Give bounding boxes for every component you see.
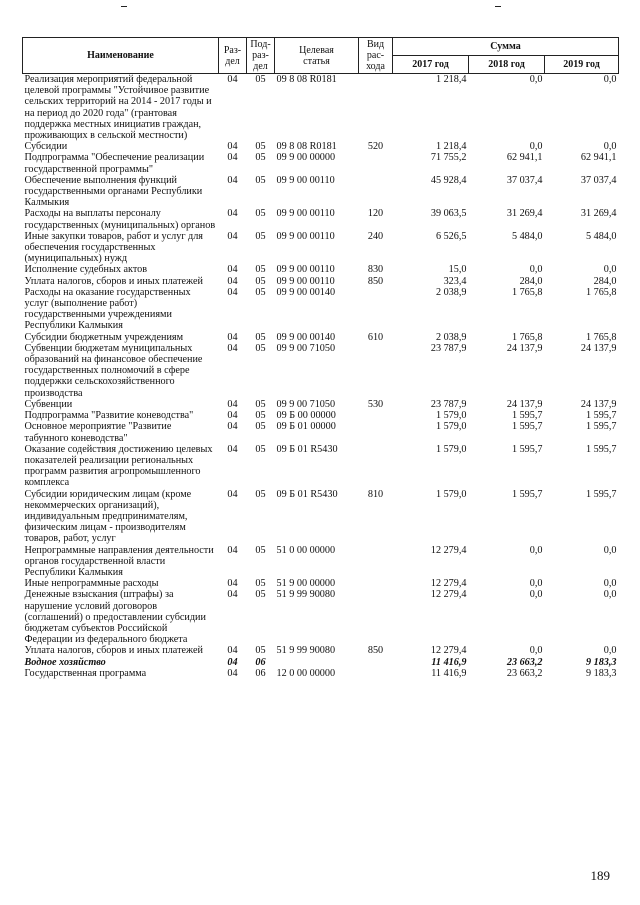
row-2019-cell: 1 765,8 [585,331,617,343]
row-razdel-cell: 04 [227,645,238,657]
row-razdel-cell: 04 [227,230,238,242]
col-2019-header: 2019 год [545,56,619,74]
top-mark-right [495,6,501,7]
row-2018-cell: 0,0 [529,264,543,276]
row-2017-cell: 323,4 [443,275,467,287]
col-2018-header: 2018 год [469,56,545,74]
row-podrazdel-cell: 05 [255,544,266,556]
col-vid-header: Вид рас- хода [359,38,393,74]
table-row [23,399,619,410]
row-2018-cell: 0,0 [529,645,543,657]
row-razdel-cell: 04 [227,342,238,354]
row-2017-cell: 12 279,4 [430,578,467,590]
row-podrazdel-cell: 05 [255,331,266,343]
row-2018-cell: 1 765,8 [511,331,543,343]
table-row [23,668,619,679]
row-2018-cell: 23 663,2 [506,667,543,679]
row-podrazdel-cell: 06 [255,656,266,668]
row-razdel-cell: 04 [227,589,238,601]
row-2018-cell: 0,0 [529,589,543,601]
row-celevaya-cell: 51 9 00 00000 [276,578,336,590]
row-razdel-cell: 04 [227,656,238,668]
row-name-cell: Обеспечение выполнения функций государственными органами Республики Калмыкия [24,174,203,209]
row-podrazdel-cell: 05 [255,74,266,85]
row-2019-cell: 37 037,4 [580,174,617,186]
row-podrazdel-cell: 05 [255,398,266,410]
row-razdel-cell: 04 [227,275,238,287]
row-podrazdel-cell: 05 [255,410,266,422]
row-2019-cell: 0,0 [603,74,617,85]
row-podrazdel-cell: 05 [255,208,266,220]
row-vid-cell [359,74,393,142]
table-row [23,645,619,656]
table-row [23,545,619,579]
row-razdel-cell: 04 [227,443,238,455]
row-razdel-cell: 04 [227,208,238,220]
row-vid-cell: 810 [367,488,384,500]
table-row [23,332,619,343]
row-vid-cell [359,421,393,443]
row-vid-cell: 120 [367,208,384,220]
row-celevaya-cell: 51 9 99 90080 [276,645,336,657]
row-2019-cell: 1 765,8 [585,286,617,298]
table-row [23,231,619,265]
col-podrazdel-header: Под- раз- дел [247,38,275,74]
row-name-cell: Расходы на выплаты персоналу государственных (муниципальных) органов [24,208,216,231]
table-row [23,264,619,275]
row-2017-cell: 71 755,2 [430,152,467,164]
row-celevaya-cell: 09 9 00 71050 [276,342,336,354]
row-podrazdel-cell: 05 [255,578,266,590]
row-vid-cell [359,589,393,645]
table-row [23,208,619,230]
row-podrazdel-cell: 05 [255,264,266,276]
row-2017-cell: 12 279,4 [430,544,467,556]
budget-table [22,37,619,679]
row-razdel-cell: 04 [227,488,238,500]
row-2019-cell: 62 941,1 [580,152,617,164]
row-podrazdel-cell: 05 [255,645,266,657]
table-row [23,74,619,142]
row-name-cell: Подпрограмма "Обеспечение реализации государственной программы" [24,152,205,175]
row-name-cell: Субсидии [24,141,68,153]
row-vid-cell [359,545,393,579]
row-vid-cell [359,343,393,399]
row-celevaya-cell: 09 9 00 00000 [276,152,336,164]
row-2017-cell: 23 787,9 [430,398,467,410]
table-row [23,589,619,645]
row-name-cell: Субсидии юридическим лицам (кроме некоммерческих организаций), индивидуальным предпринимателям, физическим лицам - производителям товаров, работ, услуг [24,488,192,545]
table-row [23,343,619,399]
row-vid-cell: 610 [367,331,384,343]
row-podrazdel-cell: 05 [255,141,266,153]
row-celevaya-cell: 09 8 08 R0181 [276,74,337,85]
row-2017-cell: 6 526,5 [435,230,467,242]
row-razdel-cell: 04 [227,578,238,590]
row-celevaya-cell: 09 9 00 00110 [276,230,335,242]
row-name-cell: Подпрограмма "Развитие коневодства" [24,410,194,422]
row-2018-cell: 24 137,9 [506,398,543,410]
row-2018-cell: 23 663,2 [506,656,543,668]
table-row [23,141,619,152]
row-celevaya-cell: 09 9 00 00110 [276,275,335,287]
row-name-cell: Непрограммные направления деятельности органов государственной власти Республики Калмыкия [24,544,214,578]
row-name-cell: Уплата налогов, сборов и иных платежей [24,275,203,287]
row-2018-cell: 0,0 [529,74,543,85]
row-celevaya-cell: 09 9 00 00110 [276,208,335,220]
row-celevaya-cell: 09 9 00 00140 [276,286,336,298]
row-podrazdel-cell: 05 [255,275,266,287]
row-razdel-cell: 04 [227,264,238,276]
row-2018-cell: 1 595,7 [511,488,543,500]
row-celevaya-cell: 51 0 00 00000 [276,544,336,556]
row-podrazdel-cell: 05 [255,342,266,354]
row-name-cell: Иные закупки товаров, работ и услуг для обеспечения государственных (муниципальных) нужд [24,230,203,265]
row-2017-cell: 2 038,9 [435,331,467,343]
row-2018-cell: 0,0 [529,578,543,590]
row-vid-cell: 830 [367,264,384,276]
row-podrazdel-cell: 05 [255,589,266,601]
row-razdel-cell: 04 [227,286,238,298]
row-2019-cell: 24 137,9 [580,342,617,354]
row-celevaya-cell: 09 9 00 00110 [276,174,335,186]
table-body [23,74,619,679]
row-podrazdel-cell: 05 [255,230,266,242]
row-2018-cell: 5 484,0 [511,230,543,242]
row-name-cell: Государственная программа [24,667,147,679]
row-2018-cell: 0,0 [529,141,543,153]
row-vid-cell [359,287,393,332]
row-name-cell: Водное хозяйство [24,656,106,668]
col-2017-header: 2017 год [393,56,469,74]
col-celevaya-header: Целевая статья [275,38,359,74]
row-razdel-cell: 04 [227,331,238,343]
row-celevaya-cell: 51 9 99 90080 [276,589,336,601]
page-number: 189 [590,868,610,883]
row-vid-cell [359,152,393,174]
header-row-1 [23,38,619,56]
row-2017-cell: 1 579,0 [435,421,467,433]
row-vid-cell [359,657,393,668]
row-celevaya-cell: 09 Б 01 R5430 [276,443,338,455]
row-vid-cell: 530 [367,398,384,410]
row-2019-cell: 0,0 [603,264,617,276]
row-2019-cell: 0,0 [603,645,617,657]
row-name-cell: Субсидии бюджетным учреждениям [24,331,184,343]
row-vid-cell [359,410,393,421]
row-razdel-cell: 04 [227,152,238,164]
row-vid-cell [359,175,393,209]
row-2017-cell: 11 416,9 [431,656,467,668]
row-name-cell: Расходы на оказание государственных услуг (выполнение работ) государственными учреждениями Республики Калмыкия [24,286,191,332]
row-2017-cell: 45 928,4 [430,174,467,186]
col-razdel-header: Раз- дел [219,38,247,74]
row-2019-cell: 0,0 [603,141,617,153]
row-podrazdel-cell: 05 [255,174,266,186]
table-row [23,410,619,421]
row-2018-cell: 37 037,4 [506,174,543,186]
row-celevaya-cell: 09 9 00 71050 [276,398,336,410]
row-vid-cell: 240 [367,230,384,242]
row-vid-cell [359,578,393,589]
row-2017-cell: 1 579,0 [435,443,467,455]
row-2017-cell: 1 579,0 [435,410,467,422]
row-2018-cell: 1 595,7 [511,410,543,422]
row-celevaya-cell: 09 9 00 00140 [276,331,336,343]
row-vid-cell [359,668,393,679]
row-name-cell: Исполнение судебных актов [24,264,148,276]
row-2017-cell: 39 063,5 [430,208,467,220]
row-celevaya-cell: 09 Б 00 00000 [276,410,336,422]
row-podrazdel-cell: 05 [255,421,266,433]
row-vid-cell: 850 [367,275,384,287]
row-razdel-cell: 04 [227,174,238,186]
row-podrazdel-cell: 06 [255,667,266,679]
table-row [23,175,619,209]
row-2019-cell: 0,0 [603,544,617,556]
row-2019-cell: 1 595,7 [585,443,617,455]
row-razdel-cell: 04 [227,410,238,422]
row-2019-cell: 1 595,7 [585,488,617,500]
row-celevaya-cell: 09 9 00 00110 [276,264,335,276]
table-row [23,489,619,545]
row-vid-cell: 520 [367,141,384,153]
row-2017-cell: 1 579,0 [435,488,467,500]
row-2017-cell: 2 038,9 [435,286,467,298]
row-celevaya-cell: 09 Б 01 R5430 [276,488,338,500]
table-row [23,444,619,489]
row-2017-cell: 1 218,4 [435,141,467,153]
row-name-cell: Уплата налогов, сборов и иных платежей [24,645,203,657]
row-2019-cell: 9 183,3 [585,667,617,679]
row-2017-cell: 11 416,9 [431,667,467,679]
row-name-cell: Субвенции бюджетам муниципальных образований на финансовое обеспечение государственных полномочий в сфере поддержки сельскохозяйственного производства [24,342,203,399]
row-name-cell: Денежные взыскания (штрафы) за нарушение условий договоров (соглашений) о предоставлении субсидии бюджетам субъектов Российской Федерации из федерального бюджета [24,589,206,646]
row-vid-cell [359,444,393,489]
row-celevaya-cell: 09 8 08 R0181 [276,141,337,153]
row-2019-cell: 31 269,4 [580,208,617,220]
row-podrazdel-cell: 05 [255,488,266,500]
row-2019-cell: 1 595,7 [585,410,617,422]
row-2018-cell: 24 137,9 [506,342,543,354]
row-2018-cell: 1 765,8 [511,286,543,298]
row-razdel-cell: 04 [227,421,238,433]
table-row [23,657,619,668]
row-celevaya-cell: 09 Б 01 00000 [276,421,336,433]
row-2017-cell: 15,0 [448,264,467,276]
table-row [23,421,619,443]
row-2019-cell: 9 183,3 [585,656,617,668]
row-vid-cell: 850 [367,645,384,657]
row-celevaya-cell: 12 0 00 00000 [276,667,336,679]
row-celevaya-cell [275,657,359,668]
row-2019-cell: 284,0 [593,275,617,287]
row-2019-cell: 0,0 [603,589,617,601]
table-row [23,152,619,174]
row-name-cell: Субвенции [24,398,73,410]
row-name-cell: Оказание содействия достижению целевых показателей реализации региональных программ развития агропромышленного комплекса [24,443,213,489]
row-2018-cell: 0,0 [529,544,543,556]
row-podrazdel-cell: 05 [255,152,266,164]
row-name-cell: Реализация мероприятий федеральной целевой программы "Устойчивое развитие сельских территорий на 2014 - 2017 годы и на период до 2020 года" (грантовая поддержка местных инициатив граждан, проживающих в сельской местности) [24,74,212,142]
row-name-cell: Иные непрограммные расходы [24,578,159,590]
top-mark-left [121,6,127,7]
row-2017-cell: 23 787,9 [430,342,467,354]
row-name-cell: Основное мероприятие "Развитие табунного коневодства" [24,421,172,444]
row-razdel-cell: 04 [227,544,238,556]
row-razdel-cell: 04 [227,141,238,153]
col-summa-header: Сумма [393,38,619,56]
row-2019-cell: 1 595,7 [585,421,617,433]
row-2018-cell: 284,0 [519,275,543,287]
row-podrazdel-cell: 05 [255,286,266,298]
table-row [23,276,619,287]
row-2017-cell: 12 279,4 [430,645,467,657]
row-razdel-cell: 04 [227,667,238,679]
row-2019-cell: 0,0 [603,578,617,590]
row-2018-cell: 1 595,7 [511,421,543,433]
row-2018-cell: 62 941,1 [506,152,543,164]
table-row [23,287,619,332]
row-podrazdel-cell: 05 [255,443,266,455]
row-2018-cell: 31 269,4 [506,208,543,220]
col-name-header: Наименование [23,38,219,74]
row-2019-cell: 5 484,0 [585,230,617,242]
row-razdel-cell: 04 [227,74,238,85]
table-row [23,578,619,589]
row-2019-cell: 24 137,9 [580,398,617,410]
row-2017-cell: 1 218,4 [435,74,467,85]
row-razdel-cell: 04 [227,398,238,410]
row-2018-cell: 1 595,7 [511,443,543,455]
row-2017-cell: 12 279,4 [430,589,467,601]
